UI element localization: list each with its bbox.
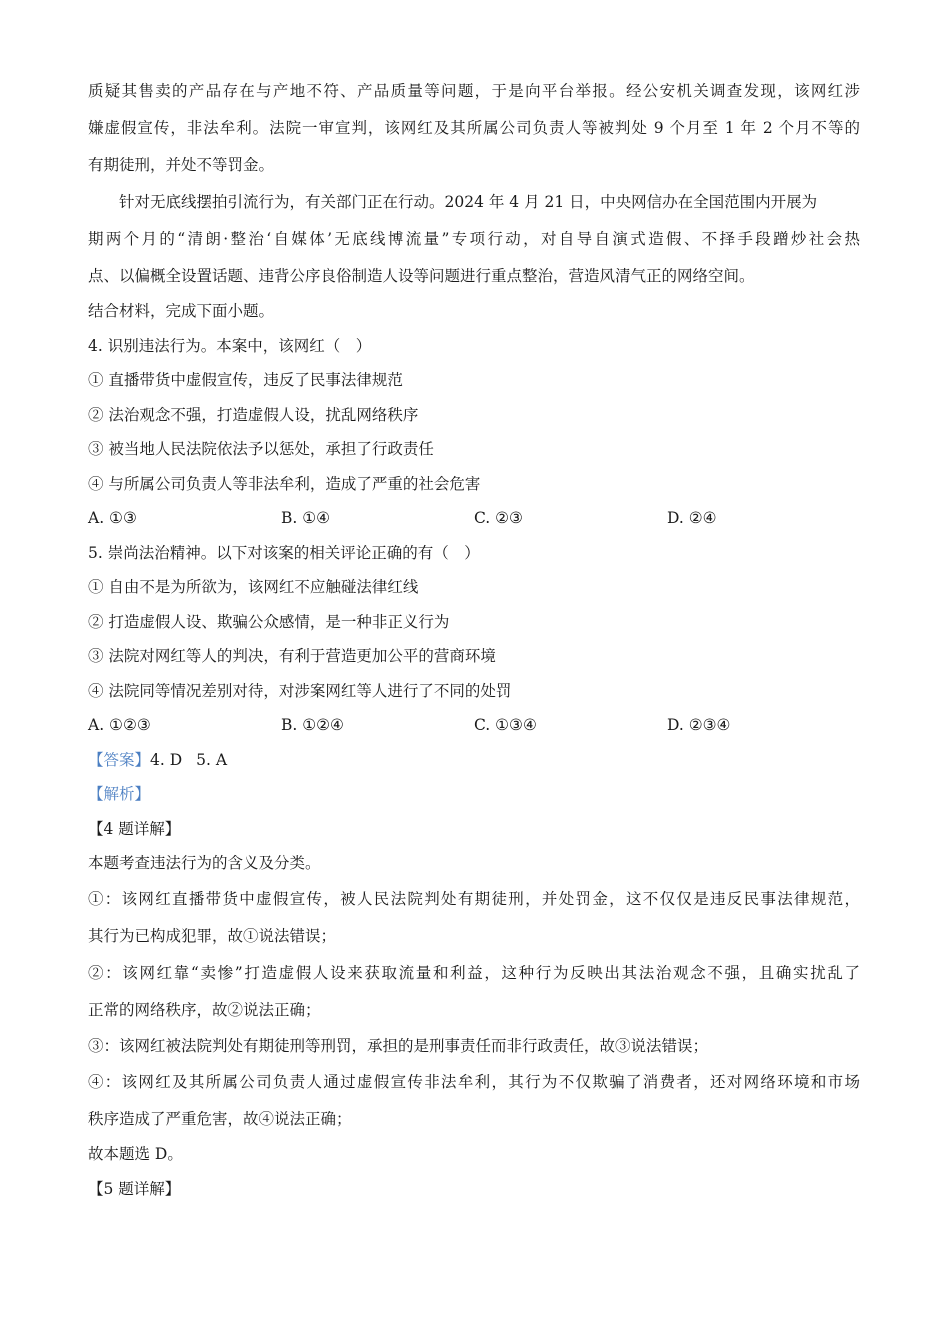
material-line: 嫌虚假宣传，非法牟利。法院一审宣判，该网红及其所属公司负责人等被判处 9 个月至 1 年 2 个月不等的 [88, 118, 860, 137]
analysis-line: 其行为已构成犯罪，故①说法错误； [88, 927, 337, 945]
question-4-item: ④ 与所属公司负责人等非法牟利，造成了严重的社会危害 [88, 474, 481, 493]
question-5-item: ② 打造虚假人设、欺骗公众感情，是一种非正义行为 [88, 612, 450, 631]
analysis-line: 正常的网络秩序，故②说法正确； [88, 1001, 321, 1019]
question-4-stem: 4. 识别违法行为。本案中，该网红（ ） [88, 336, 372, 355]
question-4-item: ② 法治观念不强，打造虚假人设，扰乱网络秩序 [88, 405, 419, 424]
answer-5: 5. A [196, 750, 228, 769]
question-5-item: ① 自由不是为所欲为，该网红不应触碰法律红线 [88, 578, 419, 597]
material-line: 期两个月的“清朗·整治‘自媒体’无底线博流量”专项行动，对自导自演式造假、不择手段蹭炒社会热 [88, 229, 860, 248]
analysis-line: 秩序造成了严重危害，故④说法正确； [88, 1109, 352, 1128]
option-d: D. ②④ [667, 509, 717, 528]
question-5-item: ④ 法院同等情况差别对待，对涉案网红等人进行了不同的处罚 [88, 681, 512, 700]
question-5-stem: 5. 崇尚法治精神。以下对该案的相关评论正确的有（ ） [88, 543, 480, 562]
analysis-line: ③：该网红被法院判处有期徒刑等刑罚，承担的是刑事责任而非行政责任，故③说法错误； [88, 1036, 709, 1055]
analysis-line: ①：该网红直播带货中虚假宣传，被人民法院判处有期徒刑，并处罚金，这不仅仅是违反民事法律规范， [88, 890, 860, 908]
material-line: 质疑其售卖的产品存在与产地不符、产品质量等问题，于是向平台举报。经公安机关调查发现，该网红涉 [88, 81, 860, 100]
option-c: C. ②③ [474, 509, 523, 528]
answer-4: 4. D [150, 750, 183, 769]
question-4-item: ① 直播带货中虚假宣传，违反了民事法律规范 [88, 371, 403, 390]
question-5-item: ③ 法院对网红等人的判决，有利于营造更加公平的营商环境 [88, 647, 496, 666]
option-b: B. ①②④ [281, 716, 344, 735]
option-d: D. ②③④ [667, 716, 731, 735]
analysis-tag: 【解析】 [88, 785, 151, 804]
analysis-conclusion: 故本题选 D。 [88, 1145, 183, 1164]
option-b: B. ①④ [281, 509, 331, 528]
option-a: A. ①③ [88, 509, 137, 528]
instruction-text: 结合材料，完成下面小题。 [88, 302, 275, 321]
document-page [88, 72, 860, 1206]
analysis-intro: 本题考查违法行为的含义及分类。 [88, 854, 321, 873]
question-4-options [88, 501, 860, 536]
option-a: A. ①②③ [88, 716, 151, 735]
analysis-line: ④：该网红及其所属公司负责人通过虚假宣传非法牟利，其行为不仅欺骗了消费者，还对网络环境和市场 [88, 1072, 860, 1091]
analysis-line: ②：该网红靠“卖惨”打造虚假人设来获取流量和利益，这种行为反映出其法治观念不强，且确实扰乱了 [88, 964, 860, 982]
option-c: C. ①③④ [474, 716, 537, 735]
answer-tag: 【答案】 [88, 750, 151, 769]
material-line: 针对无底线摆拍引流行为，有关部门正在行动。2024 年 4 月 21 日，中央网信办在全国范围内开展为 [119, 192, 818, 211]
question-4-item: ③ 被当地人民法院依法予以惩处，承担了行政责任 [88, 440, 434, 459]
question-5-options [88, 708, 860, 743]
answer-line [88, 743, 860, 778]
material-line: 点、以偏概全设置话题、违背公序良俗制造人设等问题进行重点整治，营造风清气正的网络空间。 [88, 266, 755, 285]
q5-detail-header: 【5 题详解】 [88, 1179, 181, 1198]
analysis-tag-line [88, 777, 860, 812]
q4-detail-header: 【4 题详解】 [88, 819, 181, 838]
material-line: 有期徒刑，并处不等罚金。 [88, 155, 275, 174]
